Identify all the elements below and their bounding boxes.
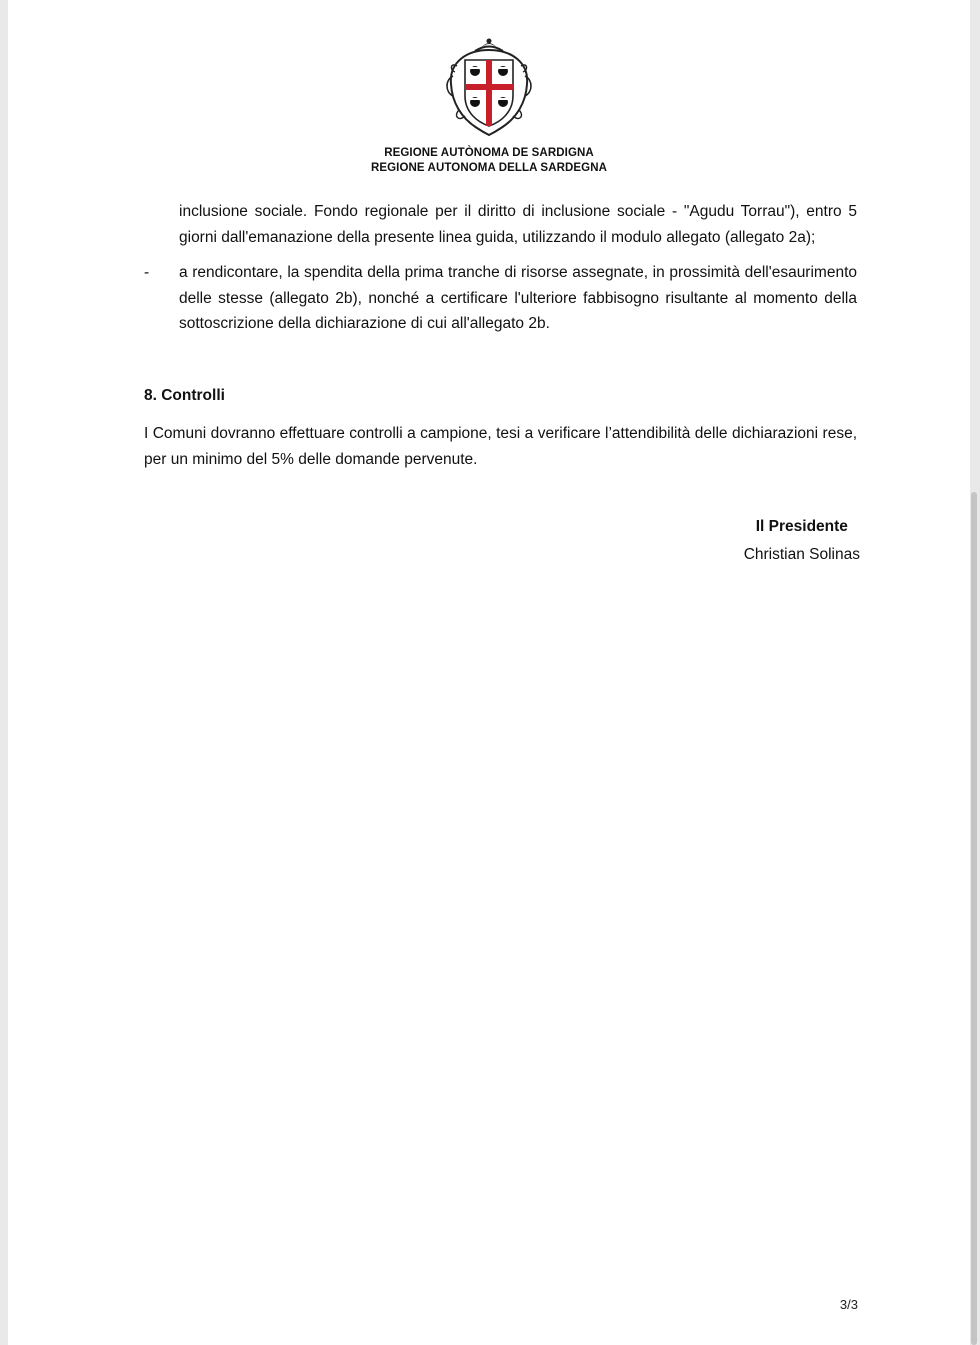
vertical-scrollbar[interactable]	[970, 0, 978, 1345]
document-header	[8, 36, 970, 176]
sardinia-coat-of-arms-icon	[441, 36, 537, 136]
region-name-italian: REGIONE AUTONOMA DELLA SARDEGNA	[370, 162, 608, 174]
section-title: 8. Controlli	[144, 387, 225, 404]
page-number: 3/3	[839, 1297, 858, 1312]
bullet-text: a rendicontare, la spendita della prima tranche di risorse assegnate, in prossimità dell'esaurimento delle stesse (allegato 2b), nonché a certificare l'ulteriore fabbisogno risultante al momento della sottoscrizione della dichiarazione di cui all'allegato 2b.	[179, 264, 857, 332]
continuation-paragraph: inclusione sociale. Fondo regionale per il diritto di inclusione sociale - "Agudu Torrau"), entro 5 giorni dall'emanazione della presente linea guida, utilizzando il modulo allegato (allegato 2a);	[179, 203, 857, 246]
region-name-sardinian: REGIONE AUTÒNOMA DE SARDIGNA	[384, 147, 594, 159]
signature-block	[744, 513, 860, 569]
signature-name: Christian Solinas	[743, 546, 860, 563]
scrollbar-thumb[interactable]	[971, 492, 977, 1345]
bullet-dash: -	[144, 264, 150, 281]
controls-paragraph: I Comuni dovranno effettuare controlli a campione, tesi a verificare l’attendibilità delle dichiarazioni rese, per un minimo del 5% delle domande pervenute.	[144, 425, 857, 468]
signature-role: Il Presidente	[755, 518, 848, 535]
document-page	[8, 0, 970, 1345]
